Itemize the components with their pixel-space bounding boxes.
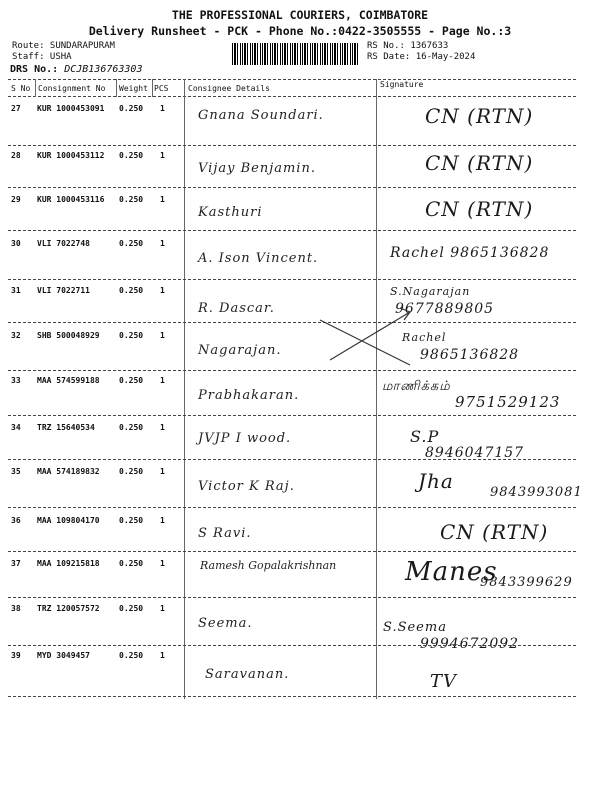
row-divider	[8, 230, 576, 231]
row-pcs: 1	[160, 195, 165, 204]
row-divider	[8, 696, 576, 697]
row-sno: 29	[11, 195, 21, 204]
signature: Rachel 9865136828	[390, 245, 550, 261]
row-consignment: TRZ 15640534	[37, 423, 95, 432]
table-row	[0, 649, 600, 695]
row-sno: 30	[11, 239, 21, 248]
row-divider	[8, 279, 576, 280]
table-row	[0, 237, 600, 283]
consignee-name: R. Dascar.	[198, 301, 275, 316]
col-pcs: PCS	[154, 84, 169, 93]
staff-label: Staff: USHA	[12, 52, 72, 62]
row-consignment: MAA 574599188	[37, 376, 100, 385]
row-weight: 0.250	[119, 104, 144, 113]
signature-phone: 9865136828	[420, 347, 520, 363]
table-row	[0, 463, 600, 509]
signature-phone: 9843399629	[480, 575, 573, 590]
drs-value: DCJB136763303	[64, 64, 143, 75]
header-bottom-divider	[8, 96, 576, 97]
row-sno: 36	[11, 516, 21, 525]
row-divider	[8, 507, 576, 508]
col-divider	[152, 79, 153, 97]
consignee-name: Kasthuri	[198, 205, 263, 220]
row-divider	[8, 459, 576, 460]
row-consignment: KUR 1000453091	[37, 104, 105, 113]
row-consignment: MAA 574189832	[37, 467, 100, 476]
rs-number: RS No.: 1367633	[367, 41, 449, 51]
row-divider	[8, 187, 576, 188]
row-sno: 28	[11, 151, 21, 160]
row-consignment: MAA 109804170	[37, 516, 100, 525]
row-pcs: 1	[160, 376, 165, 385]
consignee-name: A. Ison Vincent.	[198, 251, 319, 266]
signature: S.P	[410, 427, 440, 446]
col-divider	[35, 79, 36, 97]
row-sno: 34	[11, 423, 21, 432]
col-signature: Signature	[380, 80, 424, 89]
row-divider	[8, 597, 576, 598]
signature-phone: 8946047157	[425, 445, 525, 461]
signature: Jha	[418, 469, 454, 493]
signature-phone: 9843993081	[490, 485, 583, 500]
row-sno: 33	[11, 376, 21, 385]
company-title: THE PROFESSIONAL COURIERS, COIMBATORE	[171, 8, 429, 22]
row-divider	[8, 415, 576, 416]
barcode	[232, 43, 360, 65]
row-weight: 0.250	[119, 376, 144, 385]
signature: S.Nagarajan	[390, 285, 471, 298]
header-divider	[8, 79, 576, 80]
row-sno: 38	[11, 604, 21, 613]
signature-phone: 9677889805	[395, 301, 495, 317]
table-row	[0, 600, 600, 652]
col-divider	[116, 79, 117, 97]
row-consignment: MYD 3049457	[37, 651, 90, 660]
consignee-name: Vijay Benjamin.	[198, 161, 316, 176]
signature: S.Seema	[383, 620, 447, 635]
row-consignment: MAA 109215818	[37, 559, 100, 568]
consignee-name: Victor K Raj.	[198, 479, 295, 494]
row-divider	[8, 370, 576, 371]
row-consignment: SHB 500048929	[37, 331, 100, 340]
row-divider	[8, 322, 576, 323]
rs-date: RS Date: 16-May-2024	[367, 52, 476, 62]
table-row	[0, 100, 600, 146]
signature: TV	[430, 671, 458, 692]
row-pcs: 1	[160, 286, 165, 295]
row-weight: 0.250	[119, 467, 144, 476]
row-consignment: TRZ 120057572	[37, 604, 100, 613]
drs-label: DRS No.:	[10, 64, 59, 75]
row-divider	[8, 645, 576, 646]
row-weight: 0.250	[119, 331, 144, 340]
row-weight: 0.250	[119, 423, 144, 432]
signature: CN (RTN)	[425, 197, 534, 221]
row-weight: 0.250	[119, 651, 144, 660]
row-weight: 0.250	[119, 516, 144, 525]
col-weight: Weight	[119, 84, 148, 93]
signature-phone: 9751529123	[455, 393, 561, 411]
consignee-name: JVJP I wood.	[198, 431, 292, 446]
consignee-name: Ramesh Gopalakrishnan	[200, 559, 337, 572]
row-sno: 37	[11, 559, 21, 568]
row-pcs: 1	[160, 104, 165, 113]
signature-phone: 9994672092	[420, 636, 520, 652]
consignee-name: Nagarajan.	[198, 343, 282, 358]
route-label: Route: SUNDARAPURAM	[12, 41, 115, 51]
col-consignment: Consignment No	[38, 84, 106, 93]
row-pcs: 1	[160, 467, 165, 476]
signature: CN (RTN)	[440, 520, 549, 544]
row-pcs: 1	[160, 559, 165, 568]
row-weight: 0.250	[119, 286, 144, 295]
signature: CN (RTN)	[425, 104, 534, 128]
row-sno: 39	[11, 651, 21, 660]
row-sno: 27	[11, 104, 21, 113]
row-weight: 0.250	[119, 604, 144, 613]
signature: Manes	[405, 557, 498, 587]
table-row	[0, 373, 600, 419]
consignee-name: S Ravi.	[198, 526, 252, 541]
row-consignment: KUR 1000453112	[37, 151, 105, 160]
row-sno: 35	[11, 467, 21, 476]
signature: Rachel	[402, 331, 447, 344]
row-divider	[8, 551, 576, 552]
consignee-name: Gnana Soundari.	[198, 108, 324, 123]
row-consignment: KUR 1000453116	[37, 195, 105, 204]
row-sno: 31	[11, 286, 21, 295]
row-pcs: 1	[160, 423, 165, 432]
row-pcs: 1	[160, 516, 165, 525]
row-pcs: 1	[160, 651, 165, 660]
row-weight: 0.250	[119, 239, 144, 248]
col-details: Consignee Details	[188, 84, 270, 93]
row-consignment: VLI 7022711	[37, 286, 90, 295]
consignee-name: Prabhakaran.	[198, 388, 300, 403]
row-pcs: 1	[160, 151, 165, 160]
row-sno: 32	[11, 331, 21, 340]
row-pcs: 1	[160, 331, 165, 340]
col-sno: S No	[11, 84, 31, 93]
drs-number	[10, 64, 142, 75]
row-consignment: VLI 7022748	[37, 239, 90, 248]
correction-arrows	[300, 300, 420, 375]
signature: CN (RTN)	[425, 151, 534, 175]
consignee-name: Seema.	[198, 616, 253, 631]
runsheet-title: Delivery Runsheet - PCK - Phone No.:0422-3505555 - Page No.:3	[88, 24, 512, 38]
row-weight: 0.250	[119, 559, 144, 568]
row-pcs: 1	[160, 604, 165, 613]
row-pcs: 1	[160, 239, 165, 248]
row-weight: 0.250	[119, 151, 144, 160]
consignee-name: Saravanan.	[205, 667, 290, 682]
signature: மாணிக்கம்	[382, 379, 451, 394]
row-divider	[8, 145, 576, 146]
table-row	[0, 555, 600, 601]
row-weight: 0.250	[119, 195, 144, 204]
